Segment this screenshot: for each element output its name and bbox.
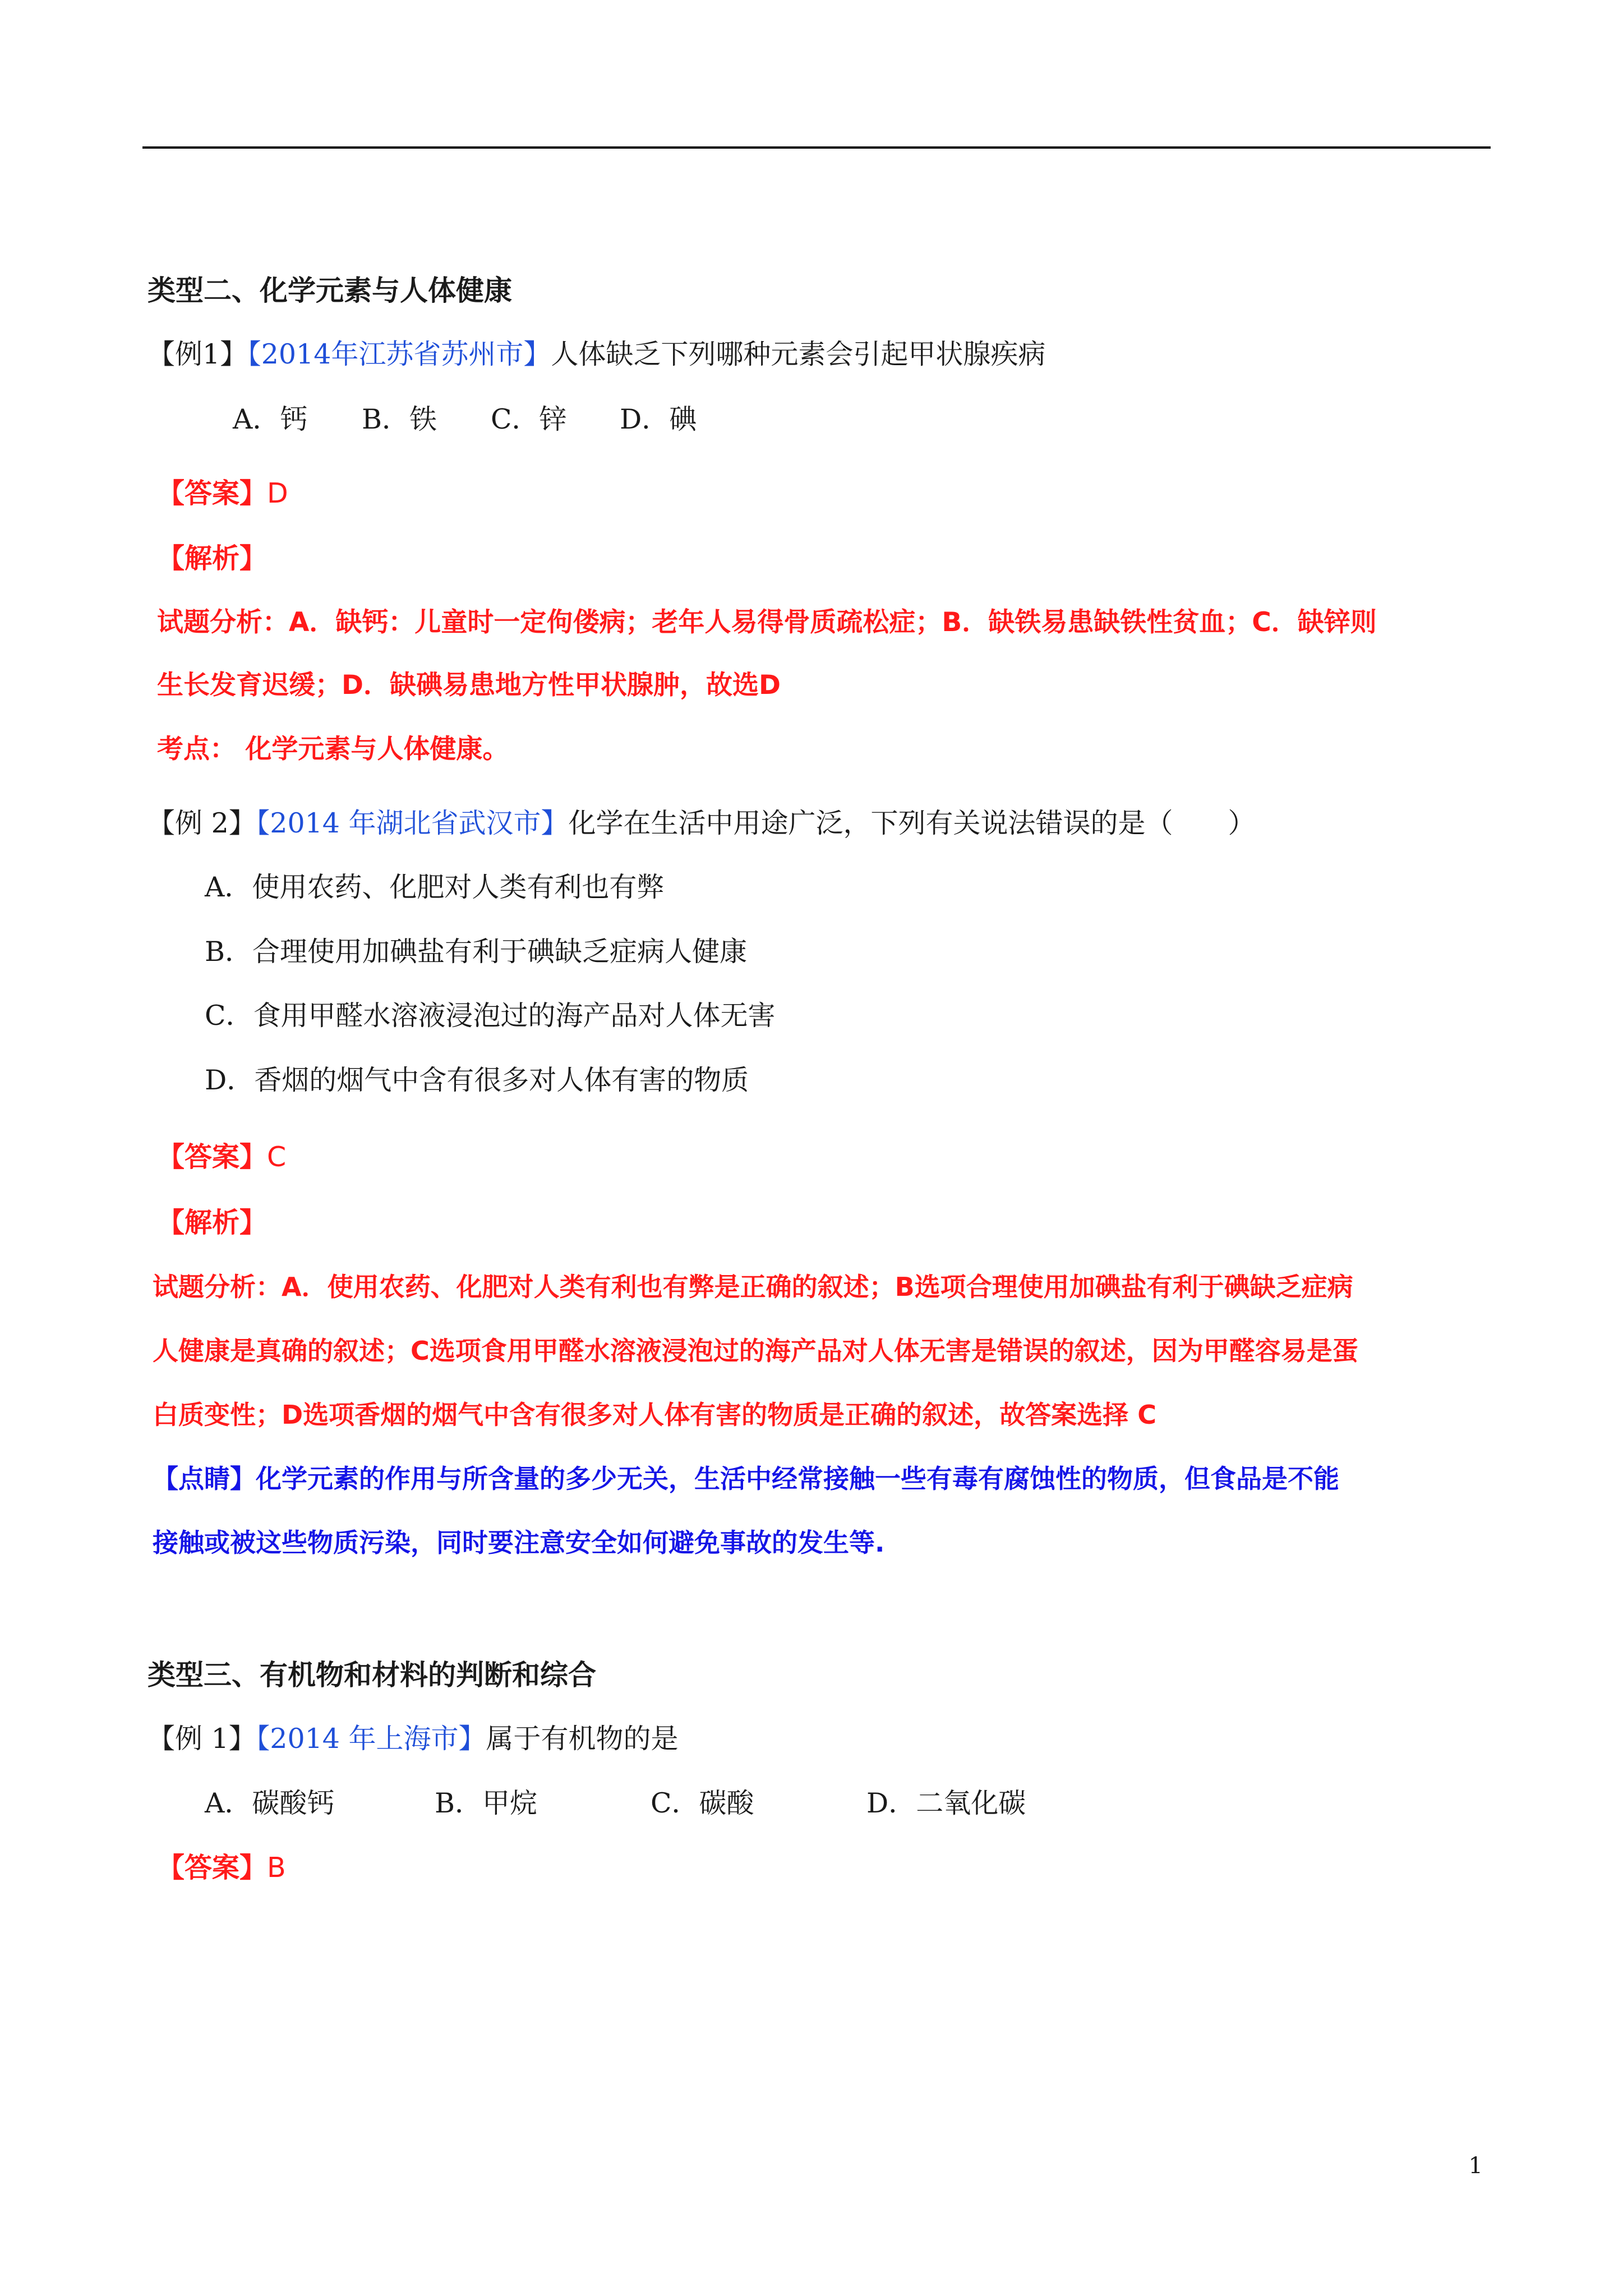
question-line [147,338,1045,371]
dianjing-line [153,1462,1339,1496]
answer-value: C [267,1141,287,1173]
answer-label: 【答案】 [157,1852,268,1884]
dianjing-label: 【点睛】 [153,1464,256,1494]
option-d: D．二氧化碳 [866,1787,1026,1819]
answer-label: 【答案】 [157,1141,268,1173]
analysis-line: 试题分析：A．使用农药、化肥对人类有利也有弊是正确的叙述；B选项合理使用加碘盐有利于碘缺乏症病 [153,1272,1353,1302]
example-prefix: 【例1】 [147,338,248,370]
answer-label: 【答案】 [157,477,268,509]
example-prefix: 【例 1】 [147,1723,256,1755]
analysis-label: 【解析】 [157,1207,268,1239]
option-c: C．锌 [491,403,567,435]
analysis-label: 【解析】 [157,542,268,574]
question-line [147,807,1256,840]
analysis-line: 白质变性；D选项香烟的烟气中含有很多对人体有害的物质是正确的叙述，故答案选择 C [153,1400,1156,1430]
section-heading: 类型三、有机物和材料的判断和综合 [147,1658,596,1691]
answer-line [157,1140,286,1174]
analysis-line: 生长发育迟缓；D．缺碘易患地方性甲状腺肿，故选D [157,670,781,701]
analysis-line: 试题分析：A．缺钙：儿童时一定佝偻病；老年人易得骨质疏松症；B．缺铁易患缺铁性贫血；C．缺锌则 [157,607,1377,638]
kaodian-line: 考点： 化学元素与人体健康。 [157,734,509,765]
option-b: B．甲烷 [435,1787,538,1819]
answer-value: D [267,477,288,509]
dianjing-line: 接触或被这些物质污染，同时要注意安全如何避免事故的发生等. [153,1527,885,1558]
question-line [147,1722,679,1756]
options-row [233,403,697,436]
page-number: 1 [1468,2153,1483,2179]
option-d: D．香烟的烟气中含有很多对人体有害的物质 [205,1064,749,1096]
option-c: C．食用甲醛水溶液浸泡过的海产品对人体无害 [205,1000,776,1032]
answer-line [157,477,288,510]
analysis-line: 人健康是真确的叙述；C选项食用甲醛水溶液浸泡过的海产品对人体无害是错误的叙述，因为甲醛容易是蛋 [153,1336,1358,1366]
question-source: 【2014年江苏省苏州市】 [247,338,551,370]
option-a: A．碳酸钙 [205,1787,335,1819]
option-b: B．铁 [362,403,437,435]
question-text: 人体缺乏下列哪种元素会引起甲状腺疾病 [551,338,1046,370]
option-d: D．碘 [620,403,697,435]
example-prefix: 【例 2】 [147,807,256,839]
option-c: C．碳酸 [651,1787,754,1819]
options-row [205,1787,1026,1820]
answer-line [157,1851,286,1885]
question-text: 化学在生活中用途广泛，下列有关说法错误的是（ ） [568,807,1256,839]
dianjing-text: 化学元素的作用与所含量的多少无关，生活中经常接触一些有毒有腐蚀性的物质，但食品是不能 [256,1464,1339,1494]
option-a: A．钙 [233,403,308,435]
option-b: B．合理使用加碘盐有利于碘缺乏症病人健康 [205,936,748,968]
answer-value: B [267,1852,286,1884]
header-rule [142,146,1491,149]
option-a: A．使用农药、化肥对人类有利也有弊 [205,871,665,903]
section-heading: 类型二、化学元素与人体健康 [147,274,512,307]
question-source: 【2014 年上海市】 [256,1723,486,1755]
question-source: 【2014 年湖北省武汉市】 [256,807,569,839]
question-text: 属于有机物的是 [486,1723,679,1755]
